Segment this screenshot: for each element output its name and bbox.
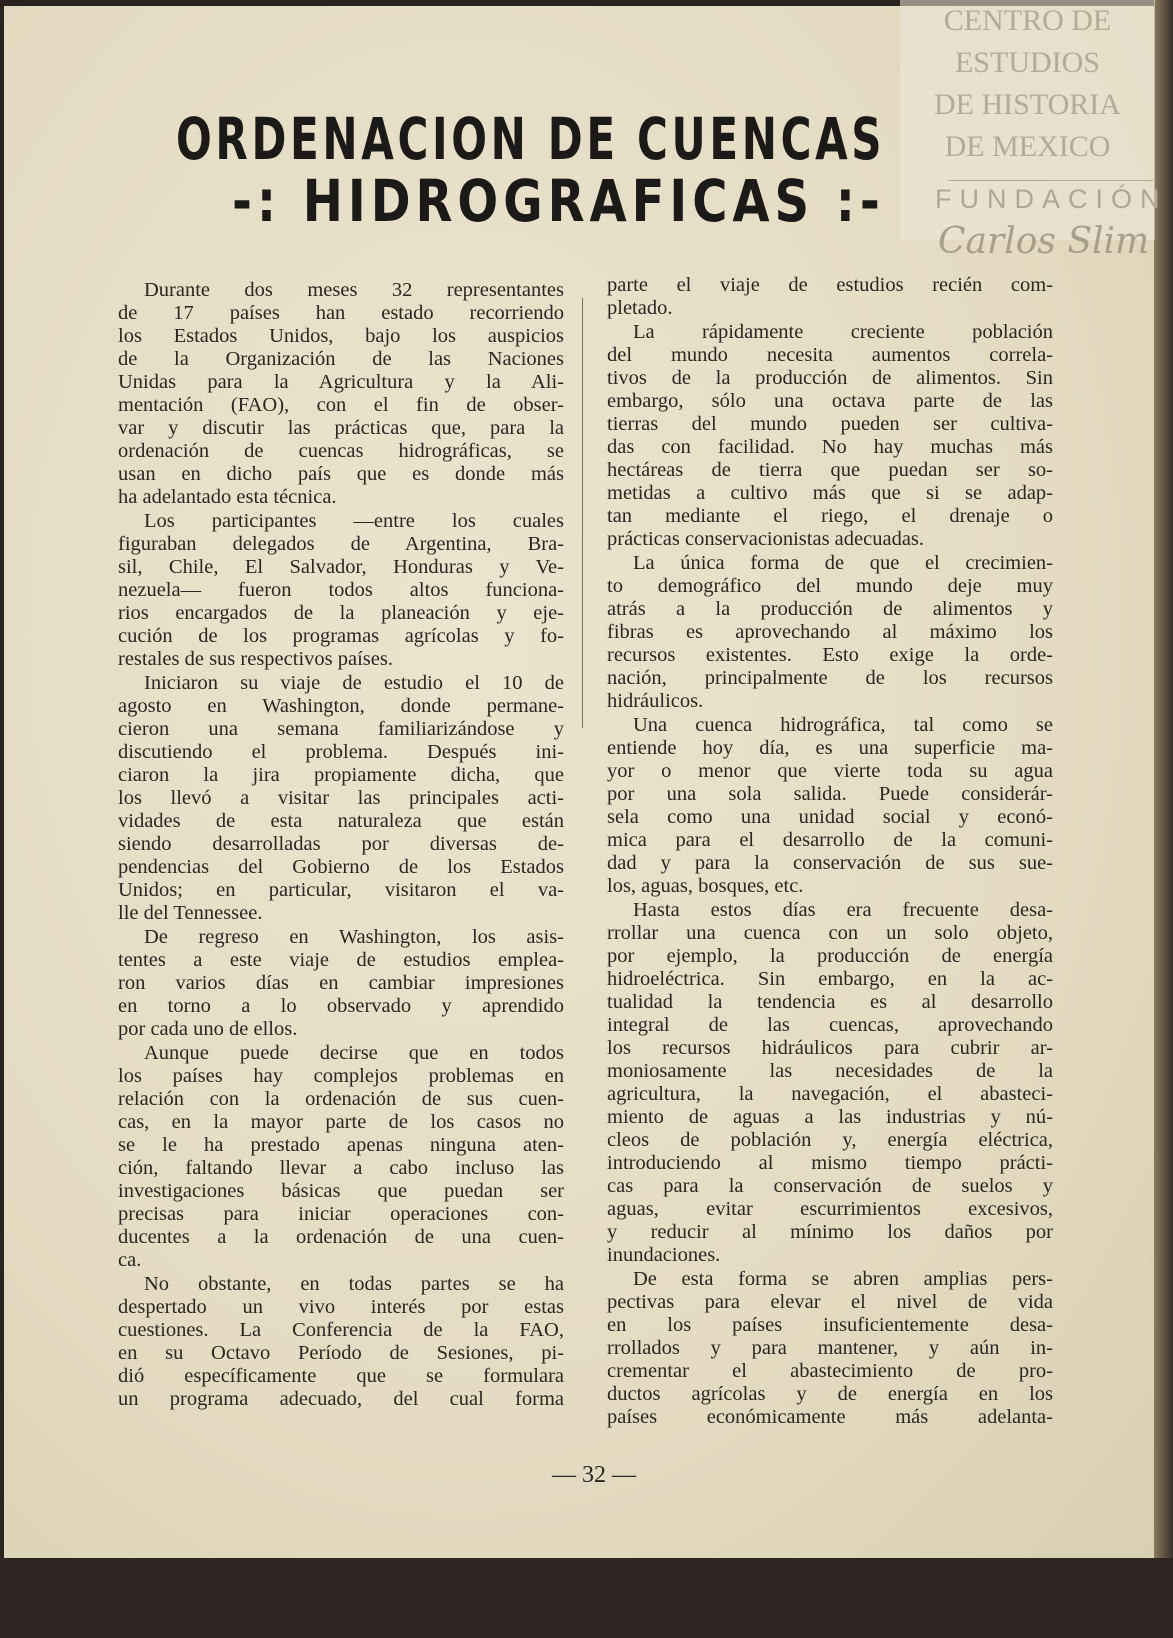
- text-line: Hasta estos días era frecuente desa-: [633, 899, 1053, 921]
- text-line: Aunque puede decirse que en todos: [144, 1042, 564, 1064]
- text-line: tan mediante el riego, el drenaje o: [607, 505, 1053, 527]
- text-line: das con facilidad. No hay muchas más: [607, 436, 1053, 458]
- text-line: parte el viaje de estudios recién com-: [607, 274, 1053, 296]
- text-line: rrollados y para mantener, y aún in-: [607, 1337, 1053, 1359]
- text-line: moniosamente las necesidades de la: [607, 1060, 1053, 1082]
- text-line: atrás a la producción de alimentos y: [607, 598, 1053, 620]
- paragraph: [118, 510, 564, 671]
- text-line: en torno a lo observado y aprendido: [118, 995, 564, 1017]
- text-line: var y discutir las prácticas que, para la: [118, 417, 564, 439]
- text-line: Unidas para la Agricultura y la Ali-: [118, 371, 564, 393]
- text-line: restales de sus respectivos países.: [118, 648, 393, 670]
- text-line: despertado un vivo interés por estas: [118, 1296, 564, 1318]
- text-line: ción, faltando llevar a cabo incluso las: [118, 1157, 564, 1179]
- watermark-line: CENTRO DE: [943, 4, 1112, 37]
- text-line: países económicamente más adelanta-: [607, 1406, 1053, 1428]
- text-line: yor o menor que vierte toda su agua: [607, 760, 1053, 782]
- text-line: cieron una semana familiarizándose y: [118, 718, 564, 740]
- text-line: en su Octavo Período de Sesiones, pi-: [118, 1342, 564, 1364]
- text-line: tivos de la producción de alimentos. Sin: [607, 367, 1053, 389]
- text-line: No obstante, en todas partes se ha: [144, 1273, 564, 1295]
- text-line: Una cuenca hidrográfica, tal como se: [633, 714, 1053, 736]
- text-line: De regreso en Washington, los asis-: [144, 926, 564, 948]
- text-line: tentes a este viaje de estudios emplea-: [118, 949, 564, 971]
- text-line: en los países insuficientemente desa-: [607, 1314, 1053, 1336]
- text-line: ciaron la jira propiamente dicha, que: [118, 764, 564, 786]
- text-line: de la Organización de las Naciones: [118, 348, 564, 370]
- text-line: embargo, sólo una octava parte de las: [607, 390, 1053, 412]
- text-line: por una sola salida. Puede considerár-: [607, 783, 1053, 805]
- paragraph: [607, 1268, 1053, 1429]
- text-line: sela como una unidad social y econó-: [607, 806, 1053, 828]
- text-line: usan en dicho país que es donde más: [118, 463, 564, 485]
- text-line: los llevó a visitar las principales acti-: [118, 787, 564, 809]
- text-line: nación, principalmente de los recursos: [607, 667, 1053, 689]
- text-line: De esta forma se abren amplias pers-: [633, 1268, 1053, 1290]
- text-line: se le ha prestado apenas ninguna aten-: [118, 1134, 564, 1156]
- left-column: [118, 279, 564, 1412]
- text-line: mica para el desarrollo de la comuni-: [607, 829, 1053, 851]
- text-line: metidas a cultivo más que si se adap-: [607, 482, 1053, 504]
- watermark-signature: Carlos Slim: [938, 221, 1150, 262]
- text-line: entiende hoy día, es una superficie ma-: [607, 737, 1053, 759]
- text-line: lle del Tennessee.: [118, 902, 263, 924]
- text-line: cas para la conservación de suelos y: [607, 1175, 1053, 1197]
- text-line: Los participantes —entre los cuales: [144, 510, 564, 532]
- text-line: dad y para la conservación de sus sue-: [607, 852, 1053, 874]
- text-line: siendo desarrolladas por diversas de-: [118, 833, 564, 855]
- text-line: hidráulicos.: [607, 690, 704, 712]
- paragraph: [607, 274, 1053, 320]
- text-line: Iniciaron su viaje de estudio el 10 de: [144, 672, 564, 694]
- text-line: investigaciones básicas que puedan ser: [118, 1180, 564, 1202]
- article-title-line2: -: HIDROGRAFICAS :-: [232, 167, 885, 235]
- text-line: por cada uno de ellos.: [118, 1018, 298, 1040]
- text-line: integral de las cuencas, aprovechando: [607, 1014, 1053, 1036]
- text-line: discutiendo el problema. Después ini-: [118, 741, 564, 763]
- text-line: los países hay complejos problemas en: [118, 1065, 564, 1087]
- scan-background: [0, 1558, 1173, 1638]
- text-line: La única forma de que el crecimien-: [633, 552, 1053, 574]
- text-line: vidades de esta naturaleza que están: [118, 810, 564, 832]
- text-line: prácticas conservacionistas adecuadas.: [607, 528, 925, 550]
- text-line: hectáreas de tierra que puedan ser so-: [607, 459, 1053, 481]
- text-line: agosto en Washington, donde permane-: [118, 695, 564, 717]
- text-line: tualidad la tendencia es al desarrollo: [607, 991, 1053, 1013]
- text-line: crementar el abastecimiento de pro-: [607, 1360, 1053, 1382]
- text-line: La rápidamente creciente población: [633, 321, 1053, 343]
- watermark-line: ESTUDIOS: [954, 46, 1100, 79]
- paragraph: [607, 321, 1053, 551]
- text-line: relación con la ordenación de sus cuen-: [118, 1088, 564, 1110]
- page-number: — 32 —: [552, 1462, 636, 1488]
- text-line: tierras del mundo pueden ser cultiva-: [607, 413, 1053, 435]
- paragraph: [607, 899, 1053, 1267]
- text-line: figuraban delegados de Argentina, Bra-: [118, 533, 564, 555]
- text-line: agricultura, la navegación, el abasteci-: [607, 1083, 1053, 1105]
- text-line: por ejemplo, la producción de energía: [607, 945, 1053, 967]
- text-line: sil, Chile, El Salvador, Honduras y Ve-: [118, 556, 564, 578]
- watermark-line: DE HISTORIA: [934, 88, 1121, 121]
- text-line: recursos existentes. Esto exige la orde-: [607, 644, 1053, 666]
- text-line: introduciendo al mismo tiempo prácti-: [607, 1152, 1053, 1174]
- text-line: aguas, evitar escurrimientos excesivos,: [607, 1198, 1053, 1220]
- text-line: ca.: [118, 1249, 142, 1271]
- text-line: Unidos; en particular, visitaron el va-: [118, 879, 564, 901]
- text-line: ron varios días en cambiar impresiones: [118, 972, 564, 994]
- text-line: rios encargados de la planeación y eje-: [118, 602, 564, 624]
- text-line: de 17 países han estado recorriendo: [118, 302, 564, 324]
- text-line: un programa adecuado, del cual forma: [118, 1388, 564, 1410]
- paragraph: [607, 552, 1053, 713]
- article-title-line1: ORDENACION DE CUENCAS: [176, 105, 886, 173]
- paragraph: [118, 1042, 564, 1272]
- text-line: pendencias del Gobierno de los Estados: [118, 856, 564, 878]
- text-line: ductos agrícolas y de energía en los: [607, 1383, 1053, 1405]
- text-line: ha adelantado esta técnica.: [118, 486, 337, 508]
- paragraph: [607, 714, 1053, 898]
- column-divider: [582, 298, 583, 728]
- text-line: ordenación de cuencas hidrográficas, se: [118, 440, 564, 462]
- watermark-line: DE MEXICO: [944, 130, 1111, 163]
- text-line: ducentes a la ordenación de una cuen-: [118, 1226, 564, 1248]
- text-line: pletado.: [607, 297, 673, 319]
- watermark-foundation: FUNDACIÓN: [935, 184, 1168, 214]
- text-line: dió específicamente que se formulara: [118, 1365, 564, 1387]
- text-line: rrollar una cuenca con un solo objeto,: [607, 922, 1053, 944]
- paragraph: [118, 1273, 564, 1411]
- text-line: hidroeléctrica. Sin embargo, en la ac-: [607, 968, 1053, 990]
- page-edge: [1154, 0, 1173, 1638]
- text-line: los recursos hidráulicos para cubrir ar-: [607, 1037, 1053, 1059]
- paragraph: [118, 279, 564, 509]
- text-line: pectivas para elevar el nivel de vida: [607, 1291, 1053, 1313]
- text-line: y reducir al mínimo los daños por: [607, 1221, 1053, 1243]
- right-column: [607, 274, 1053, 1430]
- watermark-rule: [948, 180, 1153, 181]
- text-line: Durante dos meses 32 representantes: [144, 279, 564, 301]
- text-line: inundaciones.: [607, 1244, 721, 1266]
- text-line: fibras es aprovechando al máximo los: [607, 621, 1053, 643]
- text-line: del mundo necesita aumentos correla-: [607, 344, 1053, 366]
- text-line: miento de aguas a las industrias y nú-: [607, 1106, 1053, 1128]
- paragraph: [118, 672, 564, 925]
- text-line: mentación (FAO), con el fin de obser-: [118, 394, 564, 416]
- text-line: nezuela— fueron todos altos funciona-: [118, 579, 564, 601]
- text-line: cas, en la mayor parte de los casos no: [118, 1111, 564, 1133]
- text-line: cleos de población y, energía eléctrica,: [607, 1129, 1053, 1151]
- text-line: precisas para iniciar operaciones con-: [118, 1203, 564, 1225]
- text-line: to demográfico del mundo deje muy: [607, 575, 1053, 597]
- text-line: cuestiones. La Conferencia de la FAO,: [118, 1319, 564, 1341]
- paragraph: [118, 926, 564, 1041]
- text-line: los, aguas, bosques, etc.: [607, 875, 804, 897]
- text-line: los Estados Unidos, bajo los auspicios: [118, 325, 564, 347]
- text-line: cución de los programas agrícolas y fo-: [118, 625, 564, 647]
